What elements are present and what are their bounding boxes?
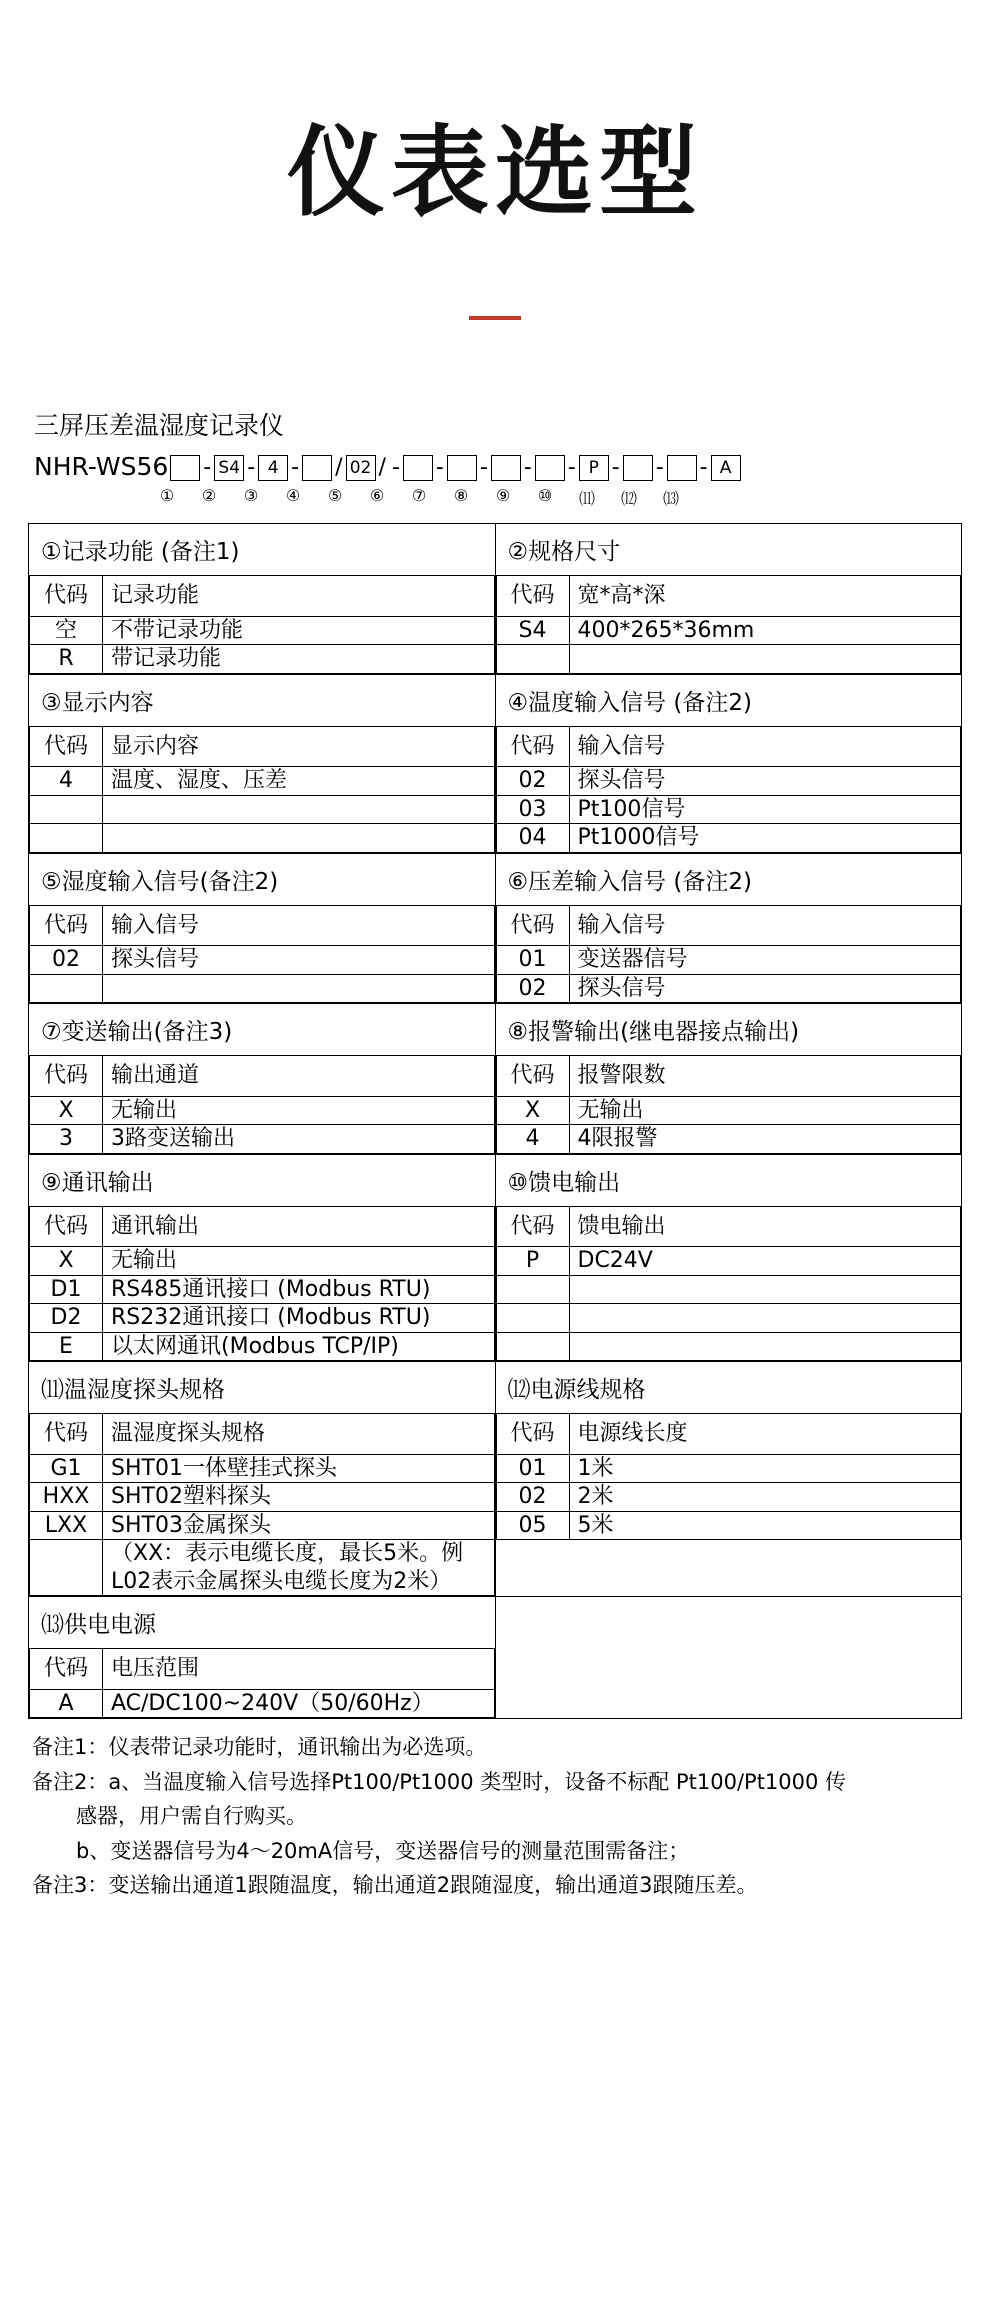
code-cell: X xyxy=(496,1096,569,1125)
code-cell: 3 xyxy=(30,1125,103,1154)
table-row xyxy=(496,1511,961,1540)
model-slot-1 xyxy=(170,455,200,481)
table-row xyxy=(496,1304,961,1333)
desc-cell: AC/DC100~240V（50/60Hz） xyxy=(103,1689,495,1718)
table-row xyxy=(30,1247,495,1276)
group-cell-5 xyxy=(29,853,496,1004)
col-header-code: 代码 xyxy=(496,905,569,946)
desc-cell: RS485通讯接口 (Modbus RTU) xyxy=(103,1275,495,1304)
table-row xyxy=(496,576,961,617)
group-cell-1 xyxy=(29,524,496,675)
model-sep: - xyxy=(479,455,488,481)
model-slot-7 xyxy=(403,455,433,481)
table-row xyxy=(30,1096,495,1125)
desc-cell: 无输出 xyxy=(103,1096,495,1125)
desc-cell: 带记录功能 xyxy=(103,645,495,674)
code-cell: 05 xyxy=(496,1511,569,1540)
model-sep: - xyxy=(655,455,664,481)
desc-cell xyxy=(103,795,495,824)
col-header-code: 代码 xyxy=(496,726,569,767)
col-header-code: 代码 xyxy=(30,905,103,946)
table-row xyxy=(496,645,961,674)
desc-cell: RS232通讯接口 (Modbus RTU) xyxy=(103,1304,495,1333)
group-note: （XX：表示电缆长度，最长5米。例L02表示金属探头电缆长度为2米） xyxy=(103,1540,495,1596)
footnote-3: 备注3：变送输出通道1跟随温度，输出通道2跟随湿度，输出通道3跟随压差。 xyxy=(32,1873,758,1898)
model-slot-13 xyxy=(667,455,697,481)
table-row xyxy=(30,1332,495,1361)
model-index-6: ⑥ xyxy=(369,486,385,506)
group-header: ⑩馈电输出 xyxy=(507,1169,621,1196)
model-sep: - xyxy=(291,455,300,481)
table-row xyxy=(496,1414,961,1455)
footnotes xyxy=(28,1731,962,1902)
product-subtitle: 三屏压差温湿度记录仪 xyxy=(34,410,285,440)
table-row xyxy=(29,524,962,675)
table-row xyxy=(30,767,495,796)
desc-cell: 400*265*36mm xyxy=(569,616,961,645)
desc-cell xyxy=(569,1332,961,1361)
code-cell: D1 xyxy=(30,1275,103,1304)
model-slot-2: S4 xyxy=(214,455,244,481)
code-cell: 04 xyxy=(496,824,569,853)
model-index-12: ⑿ xyxy=(620,489,637,509)
desc-cell: 2米 xyxy=(569,1483,961,1512)
code-cell xyxy=(30,795,103,824)
title-block xyxy=(28,0,962,320)
model-sep: - xyxy=(247,455,256,481)
col-header-desc: 报警限数 xyxy=(569,1056,961,1097)
col-header-code: 代码 xyxy=(496,576,569,617)
col-header-code: 代码 xyxy=(30,726,103,767)
col-header-desc: 电压范围 xyxy=(103,1649,495,1690)
model-slot-8 xyxy=(447,455,477,481)
group-header: ⑦变送输出(备注3) xyxy=(41,1019,233,1046)
col-header-desc: 电源线长度 xyxy=(569,1414,961,1455)
code-cell: 02 xyxy=(496,974,569,1003)
col-header-desc: 输入信号 xyxy=(569,726,961,767)
model-sep: - xyxy=(567,455,576,481)
table-row xyxy=(30,1689,495,1718)
model-sep: - xyxy=(203,455,212,481)
desc-cell: 5米 xyxy=(569,1511,961,1540)
model-slot-10 xyxy=(535,455,565,481)
model-sep: - xyxy=(435,455,444,481)
code-cell xyxy=(30,1540,103,1596)
desc-cell: 无输出 xyxy=(103,1247,495,1276)
table-row xyxy=(496,616,961,645)
desc-cell xyxy=(569,1275,961,1304)
col-header-desc: 宽*高*深 xyxy=(569,576,961,617)
model-index-5: ⑤ xyxy=(327,486,343,506)
desc-cell: SHT02塑料探头 xyxy=(103,1483,495,1512)
col-header-code: 代码 xyxy=(30,1414,103,1455)
code-cell xyxy=(496,1332,569,1361)
table-row xyxy=(30,1483,495,1512)
col-header-desc: 通讯输出 xyxy=(103,1206,495,1247)
table-row xyxy=(30,1414,495,1455)
table-row xyxy=(29,1597,962,1719)
group-cell-2 xyxy=(495,524,962,675)
group-cell-8 xyxy=(495,1004,962,1155)
col-header-code: 代码 xyxy=(30,576,103,617)
table-row xyxy=(30,1056,495,1097)
table-row xyxy=(29,853,962,1004)
model-index-4: ④ xyxy=(285,486,301,506)
title-divider xyxy=(469,316,521,320)
desc-cell xyxy=(103,824,495,853)
table-row xyxy=(496,767,961,796)
table-row xyxy=(30,726,495,767)
code-cell: X xyxy=(30,1247,103,1276)
table-row xyxy=(496,1056,961,1097)
table-row xyxy=(30,1275,495,1304)
desc-cell: SHT03金属探头 xyxy=(103,1511,495,1540)
desc-cell: 1米 xyxy=(569,1454,961,1483)
table-row xyxy=(496,974,961,1003)
table-row xyxy=(29,1154,962,1362)
table-row xyxy=(496,1483,961,1512)
table-row xyxy=(496,905,961,946)
table-row xyxy=(30,1304,495,1333)
col-header-code: 代码 xyxy=(496,1056,569,1097)
code-cell: X xyxy=(30,1096,103,1125)
model-slot-9 xyxy=(491,455,521,481)
code-cell: R xyxy=(30,645,103,674)
code-cell xyxy=(30,974,103,1003)
code-cell: S4 xyxy=(496,616,569,645)
desc-cell xyxy=(103,974,495,1003)
model-index-8: ⑧ xyxy=(453,486,469,506)
model-index-2: ② xyxy=(201,486,217,506)
table-row xyxy=(30,974,495,1003)
table-row xyxy=(30,1540,495,1596)
col-header-desc: 记录功能 xyxy=(103,576,495,617)
group-cell-11 xyxy=(29,1362,496,1597)
desc-cell: 以太网通讯(Modbus TCP/IP) xyxy=(103,1332,495,1361)
specification-table xyxy=(28,523,962,1719)
code-cell: 空 xyxy=(30,616,103,645)
desc-cell: Pt100信号 xyxy=(569,795,961,824)
model-index-7: ⑦ xyxy=(411,486,427,506)
col-header-code: 代码 xyxy=(30,1649,103,1690)
code-cell: HXX xyxy=(30,1483,103,1512)
model-sep: - xyxy=(391,455,400,481)
desc-cell: 3路变送输出 xyxy=(103,1125,495,1154)
model-index-3: ③ xyxy=(243,486,259,506)
desc-cell: 4限报警 xyxy=(569,1125,961,1154)
code-cell: 4 xyxy=(30,767,103,796)
code-cell: D2 xyxy=(30,1304,103,1333)
desc-cell: 温度、湿度、压差 xyxy=(103,767,495,796)
model-slot-11: P xyxy=(579,455,609,481)
group-header: ⑧报警输出(继电器接点输出) xyxy=(507,1019,800,1046)
table-row xyxy=(30,645,495,674)
group-cell-3 xyxy=(29,674,496,853)
table-row xyxy=(30,1125,495,1154)
model-index-11: ⑾ xyxy=(578,489,595,509)
group-cell-4 xyxy=(495,674,962,853)
code-cell: G1 xyxy=(30,1454,103,1483)
code-cell: 01 xyxy=(496,1454,569,1483)
col-header-code: 代码 xyxy=(30,1206,103,1247)
col-header-desc: 输入信号 xyxy=(103,905,495,946)
group-header: ①记录功能 (备注1) xyxy=(41,539,240,566)
table-row xyxy=(30,616,495,645)
model-prefix: NHR-WS56 xyxy=(34,452,169,482)
model-slot-4 xyxy=(302,455,332,481)
table-row xyxy=(496,946,961,975)
code-cell xyxy=(496,645,569,674)
model-sep: / xyxy=(378,455,386,481)
desc-cell: 变送器信号 xyxy=(569,946,961,975)
desc-cell xyxy=(569,645,961,674)
col-header-desc: 输出通道 xyxy=(103,1056,495,1097)
group-header: ⑿电源线规格 xyxy=(507,1377,646,1404)
table-row xyxy=(30,1454,495,1483)
footnote-2a: 感器，用户需自行购买。 xyxy=(76,1804,307,1829)
model-sep: - xyxy=(523,455,532,481)
table-row xyxy=(30,1206,495,1247)
model-sep: - xyxy=(699,455,708,481)
group-cell-13 xyxy=(29,1597,496,1719)
table-row xyxy=(496,1125,961,1154)
table-row xyxy=(29,674,962,853)
group-header: ⑾温湿度探头规格 xyxy=(41,1377,225,1404)
col-header-code: 代码 xyxy=(496,1206,569,1247)
desc-cell: 探头信号 xyxy=(569,974,961,1003)
group-cell-7 xyxy=(29,1004,496,1155)
model-index-1: ① xyxy=(159,486,175,506)
empty-cell xyxy=(495,1597,962,1719)
table-row xyxy=(496,1454,961,1483)
table-row xyxy=(496,795,961,824)
col-header-desc: 输入信号 xyxy=(569,905,961,946)
code-cell: 01 xyxy=(496,946,569,975)
code-cell: E xyxy=(30,1332,103,1361)
group-header: ②规格尺寸 xyxy=(507,539,621,566)
group-header: ⒀供电电源 xyxy=(41,1612,156,1639)
model-slot-3: 4 xyxy=(258,455,288,481)
table-row xyxy=(29,1362,962,1597)
code-cell: 02 xyxy=(30,946,103,975)
page-title: 仪表选型 xyxy=(286,116,703,230)
model-index-9: ⑨ xyxy=(495,486,511,506)
group-cell-10 xyxy=(495,1154,962,1362)
code-cell: 03 xyxy=(496,795,569,824)
desc-cell: 探头信号 xyxy=(103,946,495,975)
table-row xyxy=(30,576,495,617)
model-index-row xyxy=(34,486,962,509)
col-header-code: 代码 xyxy=(30,1056,103,1097)
code-cell xyxy=(496,1275,569,1304)
col-header-code: 代码 xyxy=(496,1414,569,1455)
table-row xyxy=(30,795,495,824)
group-header: ⑥压差输入信号 (备注2) xyxy=(507,868,753,895)
table-row xyxy=(30,905,495,946)
model-code-line xyxy=(34,452,962,481)
desc-cell: SHT01一体壁挂式探头 xyxy=(103,1454,495,1483)
table-row xyxy=(496,726,961,767)
table-row xyxy=(496,1206,961,1247)
table-row xyxy=(496,1096,961,1125)
model-slot-12 xyxy=(623,455,653,481)
model-sep: - xyxy=(611,455,620,481)
code-cell: 4 xyxy=(496,1125,569,1154)
table-row xyxy=(496,1247,961,1276)
table-row xyxy=(30,946,495,975)
table-row xyxy=(30,1511,495,1540)
group-cell-6 xyxy=(495,853,962,1004)
code-cell: A xyxy=(30,1689,103,1718)
group-header: ③显示内容 xyxy=(41,689,154,716)
desc-cell: 无输出 xyxy=(569,1096,961,1125)
table-row xyxy=(496,1275,961,1304)
col-header-desc: 显示内容 xyxy=(103,726,495,767)
code-cell: 02 xyxy=(496,1483,569,1512)
desc-cell: DC24V xyxy=(569,1247,961,1276)
table-row xyxy=(496,824,961,853)
table-row xyxy=(30,1649,495,1690)
table-row xyxy=(29,1004,962,1155)
group-cell-9 xyxy=(29,1154,496,1362)
table-row xyxy=(30,824,495,853)
footnote-2b: b、变送器信号为4～20mA信号，变送器信号的测量范围需备注； xyxy=(76,1838,690,1863)
code-cell: 02 xyxy=(496,767,569,796)
group-header: ④温度输入信号 (备注2) xyxy=(507,689,753,716)
desc-cell: Pt1000信号 xyxy=(569,824,961,853)
group-header: ⑨通讯输出 xyxy=(41,1169,154,1196)
code-cell xyxy=(496,1304,569,1333)
code-cell: LXX xyxy=(30,1511,103,1540)
desc-cell: 不带记录功能 xyxy=(103,616,495,645)
col-header-desc: 馈电输出 xyxy=(569,1206,961,1247)
model-index-13: ⒀ xyxy=(662,489,679,509)
model-section xyxy=(28,410,962,510)
code-cell xyxy=(30,824,103,853)
col-header-desc: 温湿度探头规格 xyxy=(103,1414,495,1455)
footnote-1: 备注1：仪表带记录功能时，通讯输出为必选项。 xyxy=(32,1735,487,1760)
code-cell: P xyxy=(496,1247,569,1276)
group-header: ⑤湿度输入信号(备注2) xyxy=(41,868,279,895)
model-slot-6: 02 xyxy=(346,455,376,481)
model-sep: / xyxy=(335,455,343,481)
model-index-10: ⑩ xyxy=(537,486,553,506)
model-slot-14: A xyxy=(711,455,741,481)
desc-cell xyxy=(569,1304,961,1333)
footnote-2: 备注2：a、当温度输入信号选择Pt100/Pt1000 类型时，设备不标配 Pt100/Pt1000 传 xyxy=(32,1769,847,1794)
desc-cell: 探头信号 xyxy=(569,767,961,796)
table-row xyxy=(496,1332,961,1361)
group-cell-12 xyxy=(495,1362,962,1597)
